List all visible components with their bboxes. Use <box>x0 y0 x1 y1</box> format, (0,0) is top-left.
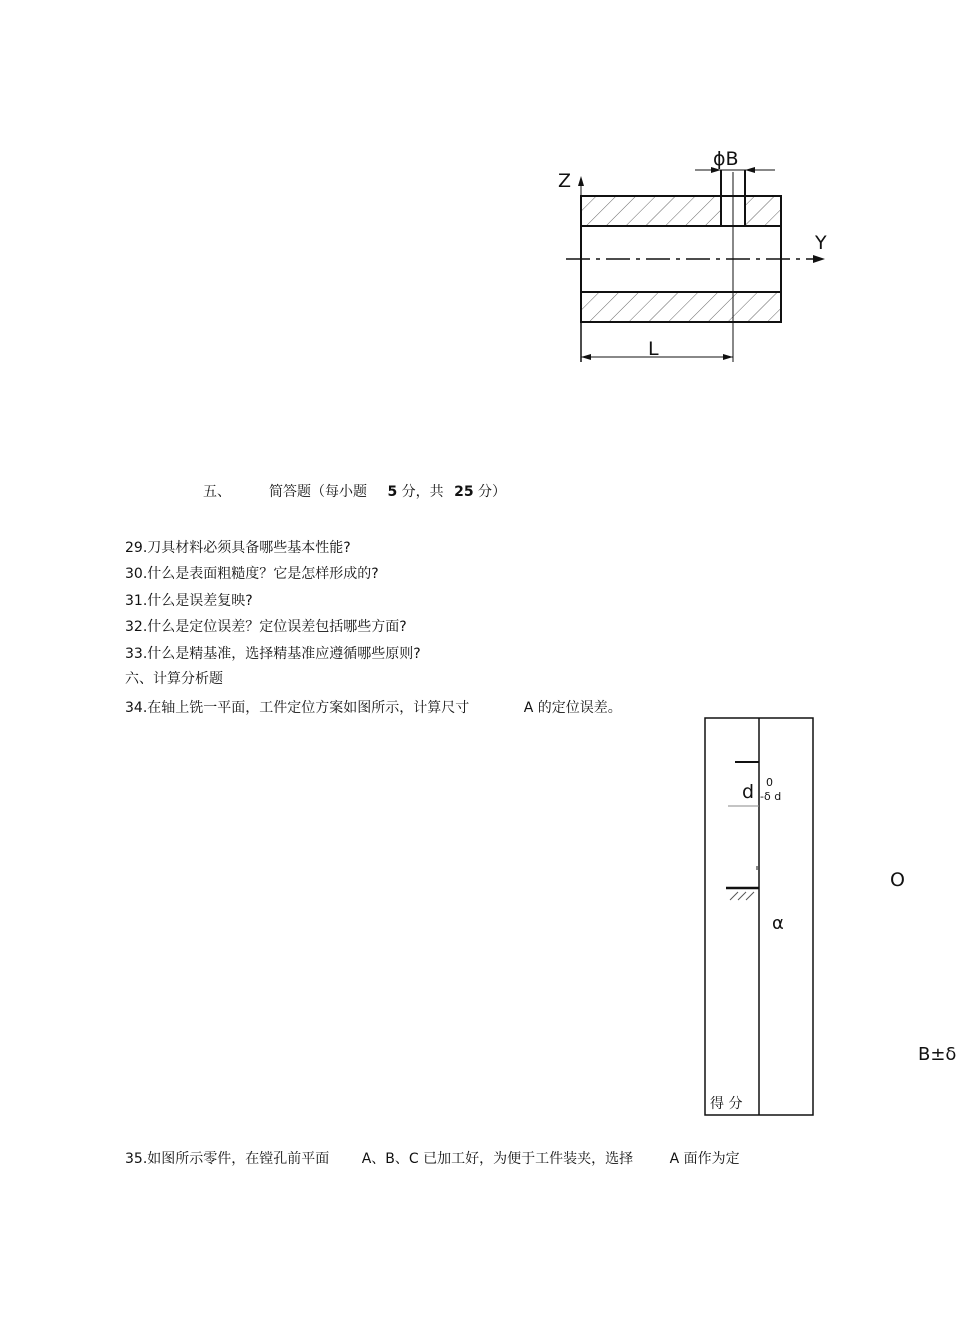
section-5-number: 五、 <box>203 484 231 500</box>
axis-label-y: Y <box>815 232 827 254</box>
section-5-points-total: 25 <box>454 484 474 500</box>
figure2-alpha-label: α <box>772 913 784 934</box>
question-29: 29.刀具材料必须具备哪些基本性能? <box>125 540 351 556</box>
figure2-d-label: d <box>742 781 755 803</box>
question-31: 31.什么是误差复映? <box>125 593 253 609</box>
section-5-title <box>269 481 506 501</box>
question-35-prefix: 35.如图所示零件，在镗孔前平面 <box>125 1151 330 1167</box>
figure2-d-lower-tolerance: -δ d <box>760 790 782 803</box>
section-5-mid: 分，共 <box>401 484 444 500</box>
question-34-suffix: 的定位误差。 <box>537 700 622 716</box>
shaft-section-figure <box>540 140 840 380</box>
section-6-title: 六、计算分析题 <box>125 671 223 687</box>
section-5-title-text: 简答题（每小题 <box>269 484 367 500</box>
question-34-var: A <box>523 700 534 716</box>
question-33: 33.什么是精基准，选择精基准应遵循哪些原则? <box>125 646 421 662</box>
dimension-label-l: L <box>648 338 659 360</box>
question-35-suffix: 面作为定 <box>683 1151 740 1167</box>
dimension-label-phi-b: ϕB <box>713 148 739 170</box>
figure2-o-label: O <box>890 869 905 891</box>
question-30: 30.什么是表面粗糙度？它是怎样形成的? <box>125 566 379 582</box>
score-box <box>700 712 820 1122</box>
figure2-b-label: B±δ <box>918 1044 956 1065</box>
question-35 <box>125 1148 740 1168</box>
question-34 <box>125 697 622 717</box>
section-5-points-each: 5 <box>387 484 398 500</box>
figure2-d-upper-tolerance: 0 <box>766 776 773 789</box>
question-34-prefix: 34.在轴上铣一平面，工件定位方案如图所示，计算尺寸 <box>125 700 470 716</box>
axis-label-z: Z <box>558 170 572 192</box>
question-35-a: A <box>669 1151 680 1167</box>
section-5-end: 分） <box>478 484 507 500</box>
question-32: 32.什么是定位误差？定位误差包括哪些方面? <box>125 619 407 635</box>
question-35-abc: A、B、C <box>361 1151 419 1167</box>
question-35-mid: 已加工好，为便于工件装夹，选择 <box>423 1151 634 1167</box>
score-box-label: 得 分 <box>710 1096 743 1112</box>
